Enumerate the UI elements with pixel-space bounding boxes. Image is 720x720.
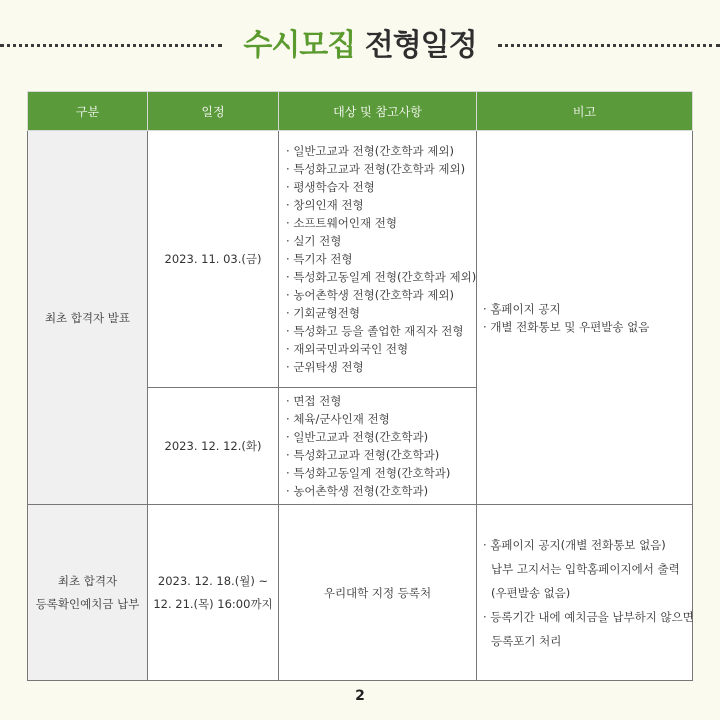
list-item: · 특성화고교과 전형(간호학과 제외) — [286, 160, 476, 178]
list-item: · 홈페이지 공지 — [483, 300, 692, 318]
list-item: · 창의인재 전형 — [286, 196, 476, 214]
list-item: · 특성화고 등을 졸업한 재직자 전형 — [286, 322, 476, 340]
title-accent: 수시모집 — [243, 28, 356, 63]
table-row — [28, 505, 693, 681]
page-title — [243, 20, 476, 64]
category-cell — [28, 505, 148, 681]
list-item: · 면접 전형 — [286, 392, 476, 410]
date-cell — [148, 505, 279, 681]
list-item: · 재외국민과외국인 전형 — [286, 340, 476, 358]
target-list — [279, 392, 476, 500]
target-cell: 우리대학 지정 등록처 — [279, 505, 477, 681]
notes-cell — [477, 505, 693, 681]
page-number: 2 — [355, 688, 365, 704]
category-line: 최초 합격자 — [57, 573, 118, 588]
list-item: · 일반고교과 전형(간호학과) — [286, 428, 476, 446]
list-item: · 특성화고교과 전형(간호학과) — [286, 446, 476, 464]
table-row — [28, 131, 693, 388]
header-target: 대상 및 참고사항 — [279, 92, 477, 131]
notes-list — [477, 300, 692, 336]
list-item: · 농어촌학생 전형(간호학과) — [286, 482, 476, 500]
notes-cell — [477, 131, 693, 505]
category-cell: 최초 합격자 발표 — [28, 131, 148, 505]
note-line: 등록포기 처리 — [491, 633, 562, 648]
date-cell: 2023. 11. 03.(금) — [148, 131, 279, 388]
title-row — [0, 18, 720, 66]
list-item: · 농어촌학생 전형(간호학과 제외) — [286, 286, 476, 304]
list-item: · 특기자 전형 — [286, 250, 476, 268]
list-item: · 개별 전화통보 및 우편발송 없음 — [483, 318, 692, 336]
list-item: · 특성화고동일계 전형(간호학과 제외) — [286, 268, 476, 286]
list-item: · 실기 전형 — [286, 232, 476, 250]
category-line: 등록확인예치금 납부 — [35, 596, 140, 611]
note-line: · 등록기간 내에 예치금을 납부하지 않으면 — [483, 609, 694, 624]
note-line: (우편발송 없음) — [491, 585, 571, 600]
note-line: 납부 고지서는 입학홈페이지에서 출력 — [491, 561, 680, 576]
list-item: · 특성화고동일계 전형(간호학과) — [286, 464, 476, 482]
header-notes: 비고 — [477, 92, 693, 131]
header-schedule: 일정 — [148, 92, 279, 131]
note-line: · 홈페이지 공지(개별 전화통보 없음) — [483, 537, 666, 552]
list-item: · 일반고교과 전형(간호학과 제외) — [286, 142, 476, 160]
title-rest: 전형일정 — [364, 28, 477, 63]
target-cell — [279, 131, 477, 388]
date-line: 2023. 12. 18.(월) ~ — [157, 573, 269, 588]
list-item: · 기회균형전형 — [286, 304, 476, 322]
table-header-row — [28, 92, 693, 131]
header-category: 구분 — [28, 92, 148, 131]
list-item: · 평생학습자 전형 — [286, 178, 476, 196]
list-item: · 소프트웨어인재 전형 — [286, 214, 476, 232]
target-list — [279, 142, 476, 376]
list-item: · 군위탁생 전형 — [286, 358, 476, 376]
date-line: 12. 21.(목) 16:00까지 — [153, 596, 273, 611]
list-item: · 체육/군사인재 전형 — [286, 410, 476, 428]
target-cell — [279, 388, 477, 505]
schedule-table — [27, 91, 693, 681]
date-cell: 2023. 12. 12.(화) — [148, 388, 279, 505]
